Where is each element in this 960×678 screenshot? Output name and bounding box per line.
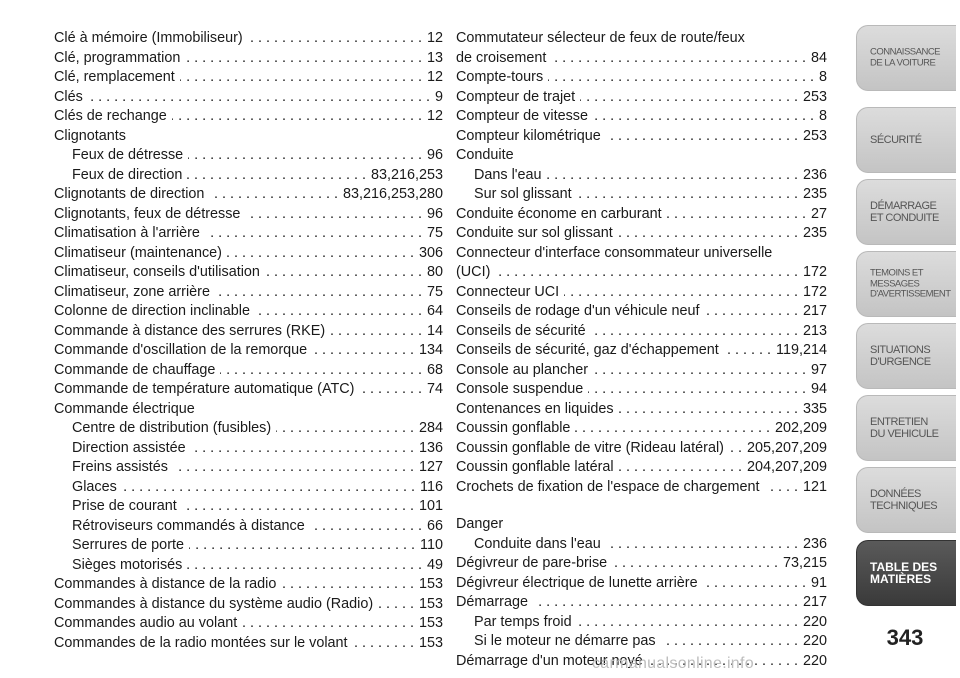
entry-text: Clé, programmation: [54, 49, 181, 66]
entry-text: Commandes à distance de la radio: [54, 576, 277, 592]
index-entry: [456, 302, 827, 322]
chapter-tab-6[interactable]: [856, 395, 956, 461]
index-subentry: [54, 439, 443, 459]
entry-page: 119,214: [776, 342, 827, 358]
dot-leader: [588, 380, 806, 400]
chapter-tab-label: DÉMARRAGE ET CONDUITE: [870, 200, 939, 224]
entry-text: Démarrage d'un moteur noyé: [456, 652, 643, 669]
entry-text: Feux de détresse: [72, 147, 184, 163]
index-subentry: [54, 146, 443, 166]
dot-leader: [564, 283, 798, 303]
entry-text: Par temps froid: [474, 613, 572, 630]
entry-page: 9: [434, 88, 443, 105]
entry-page: 220: [802, 633, 827, 649]
index-entry: [456, 283, 827, 303]
dot-leader: [265, 263, 422, 283]
chapter-tab-7[interactable]: [856, 467, 956, 533]
index-entry: [54, 380, 443, 400]
dot-leader: [191, 439, 414, 459]
index-entry: [54, 68, 443, 88]
dot-leader: [705, 302, 798, 322]
entry-page: 121: [802, 478, 827, 495]
entry-page: 236: [802, 166, 827, 183]
entry-text: Crochets de fixation de l'espace de chargement: [456, 478, 760, 495]
entry-page: 84: [810, 49, 827, 66]
entry-text: Colonne de direction inclinable: [54, 303, 251, 319]
entry-page: 172: [802, 283, 827, 300]
entry-page: 110: [420, 537, 443, 553]
entry-text: Coussin gonflable: [456, 420, 571, 436]
entry-page: 236: [802, 535, 827, 552]
entry-text: Dégivreur de pare-brise: [456, 555, 608, 571]
entry-page: 116: [420, 478, 443, 495]
entry-text: Dégivreur électrique de lunette arrière: [456, 574, 698, 591]
entry-page: 335: [802, 400, 827, 417]
dot-leader: [227, 244, 414, 264]
entry-text: Dans l'eau: [474, 166, 542, 183]
index-entry: [456, 127, 827, 147]
entry-page: 284: [418, 420, 443, 436]
entry-text: Prise de courant: [72, 498, 177, 514]
watermark: carmanualsonline.info: [592, 655, 754, 672]
entry-page: 136: [418, 439, 443, 456]
chapter-tab-4[interactable]: [856, 251, 956, 317]
entry-text: Compte-tours: [456, 69, 544, 85]
dot-leader: [245, 205, 422, 225]
index-entry: [456, 593, 827, 613]
dot-leader: [551, 49, 806, 69]
entry-page: 12: [426, 69, 443, 85]
dot-leader: [606, 535, 798, 555]
dot-leader: [359, 380, 422, 400]
dot-leader: [593, 107, 814, 127]
index-entry: [456, 88, 827, 108]
entry-text: Commandes de la radio montées sur le volant: [54, 634, 348, 651]
dot-leader: [187, 556, 422, 576]
index-entry: [456, 554, 827, 574]
index-entry: [456, 439, 827, 459]
entry-text: Conseils de sécurité: [456, 322, 586, 339]
dot-leader: [173, 458, 414, 478]
entry-page: 153: [418, 595, 443, 612]
index-subentry: [54, 556, 443, 576]
dot-leader: [593, 361, 806, 381]
dot-leader: [88, 88, 430, 108]
entry-text: Compteur de trajet: [456, 88, 576, 105]
index-entry: [54, 614, 443, 634]
entry-page: 306: [418, 244, 443, 261]
entry-text: Feux de direction: [72, 166, 183, 183]
dot-leader: [591, 322, 798, 342]
dot-leader: [242, 614, 414, 634]
entry-text: Commande électrique: [54, 400, 195, 417]
dot-leader: [619, 458, 742, 478]
entry-text: Console au plancher: [456, 361, 589, 378]
entry-page: 96: [426, 205, 443, 222]
index-entry: [54, 185, 443, 205]
entry-page: 64: [426, 303, 443, 319]
entry-text: Commandes audio au volant: [54, 615, 238, 631]
entry-text: Contenances en liquides: [456, 400, 614, 417]
entry-page: 213: [802, 322, 827, 339]
index-subentry: [54, 458, 443, 478]
dot-leader: [580, 88, 798, 108]
entry-page: 153: [418, 634, 443, 651]
entry-text: Rétroviseurs commandés à distance: [72, 517, 305, 534]
dot-leader: [276, 419, 414, 439]
index-entry: [54, 575, 443, 595]
index-entry: [54, 283, 443, 303]
entry-page: 253: [802, 127, 827, 144]
index-entry: [456, 29, 827, 49]
dot-leader: [248, 29, 422, 49]
dot-leader: [172, 107, 422, 127]
entry-text: Si le moteur ne démarre pas: [474, 633, 656, 649]
chapter-tab-label: TEMOINS ET MESSAGES D'AVERTISSEMENT: [870, 267, 951, 300]
dot-leader: [619, 400, 798, 420]
entry-page: 253: [802, 88, 827, 105]
index-column-left: [54, 29, 443, 653]
entry-page: 75: [426, 225, 443, 241]
dot-leader: [312, 341, 414, 361]
dot-leader: [378, 595, 414, 615]
entry-text: Climatisation à l'arrière: [54, 225, 200, 241]
index-entry: [54, 244, 443, 264]
entry-text: Freins assistés: [72, 459, 168, 475]
dot-leader: [330, 322, 422, 342]
entry-text: Climatiseur, conseils d'utilisation: [54, 264, 260, 280]
entry-text: Compteur kilométrique: [456, 127, 601, 144]
entry-text: Serrures de porte: [72, 537, 184, 553]
entry-page: 217: [802, 594, 827, 610]
entry-page: 27: [810, 205, 827, 222]
entry-text: Clé à mémoire (Immobiliseur): [54, 30, 243, 46]
entry-page: 14: [426, 322, 443, 339]
entry-page: 96: [426, 147, 443, 163]
entry-page: 13: [426, 49, 443, 66]
index-entry: [54, 361, 443, 381]
entry-text: Clignotants: [54, 127, 126, 144]
entry-text: Conduite dans l'eau: [474, 535, 601, 552]
entry-page: 91: [810, 574, 827, 591]
entry-text: Compteur de vitesse: [456, 108, 588, 124]
chapter-tab-2[interactable]: [856, 107, 956, 173]
entry-text: Conseils de sécurité, gaz d'échappement: [456, 342, 719, 358]
index-entry: [456, 68, 827, 88]
dot-leader: [661, 632, 798, 652]
dot-leader: [667, 205, 806, 225]
entry-page: 204,207,209: [746, 459, 827, 475]
chapter-tab-1[interactable]: [856, 25, 956, 91]
index-subentry: [456, 185, 827, 205]
entry-text: Conduite: [456, 147, 514, 163]
entry-page: 127: [418, 459, 443, 475]
entry-text: Conseils de rodage d'un véhicule neuf: [456, 303, 700, 319]
entry-page: 83,216,253,280: [342, 186, 443, 202]
dot-leader: [189, 536, 415, 556]
dot-leader: [703, 574, 806, 594]
dot-leader: [495, 263, 798, 283]
dot-leader: [575, 419, 770, 439]
entry-page: 66: [426, 517, 443, 534]
entry-page: 83,216,253: [370, 166, 443, 183]
entry-page: 68: [426, 361, 443, 378]
entry-text: Danger: [456, 516, 504, 532]
entry-text: Commande de chauffage: [54, 361, 216, 378]
dot-leader: [215, 283, 422, 303]
entry-page: 73,215: [782, 555, 827, 571]
index-entry: [456, 205, 827, 225]
section-gap: [456, 497, 827, 515]
index-entry: [54, 88, 443, 108]
page-number: 343: [886, 625, 924, 650]
entry-text: Coussin gonflable de vitre (Rideau latéral): [456, 439, 724, 456]
entry-page: 12: [426, 108, 443, 124]
chapter-tab-5[interactable]: [856, 323, 956, 389]
dot-leader: [187, 166, 366, 186]
index-subentry: [54, 517, 443, 537]
entry-text: Clignotants de direction: [54, 186, 205, 202]
index-entry: [54, 263, 443, 283]
entry-text: Sièges motorisés: [72, 556, 183, 573]
entry-page: 101: [418, 498, 443, 514]
entry-text: Climatiseur, zone arrière: [54, 283, 210, 300]
dot-leader: [281, 575, 414, 595]
index-entry: [456, 341, 827, 361]
entry-page: 94: [810, 381, 827, 397]
entry-page: 172: [802, 264, 827, 280]
index-entry: [456, 322, 827, 342]
entry-text: Centre de distribution (fusibles): [72, 420, 272, 436]
index-entry: [54, 634, 443, 654]
entry-page: 97: [810, 361, 827, 378]
dot-leader: [577, 185, 798, 205]
index-entry: [54, 341, 443, 361]
index-entry: [456, 244, 827, 264]
dot-leader: [729, 439, 742, 459]
index-subentry: [54, 536, 443, 556]
chapter-tab-3[interactable]: [856, 179, 956, 245]
entry-page: 153: [418, 576, 443, 592]
entry-page: 205,207,209: [746, 439, 827, 456]
entry-text: Console suspendue: [456, 381, 584, 397]
index-entry: [54, 400, 443, 420]
dot-leader: [310, 517, 422, 537]
index-entry: [456, 263, 827, 283]
entry-text: Coussin gonflable latéral: [456, 459, 614, 475]
index-entry: [456, 574, 827, 594]
entry-page: 80: [426, 264, 443, 280]
index-subentry: [456, 535, 827, 555]
entry-page: 220: [802, 613, 827, 630]
dot-leader: [220, 361, 422, 381]
dot-leader: [353, 634, 414, 654]
index-entry: [54, 29, 443, 49]
entry-page: 74: [426, 381, 443, 397]
index-entry: [456, 107, 827, 127]
chapter-tab-8[interactable]: [856, 540, 956, 606]
dot-leader: [577, 613, 798, 633]
entry-page: 153: [418, 615, 443, 631]
index-entry: [54, 107, 443, 127]
entry-text: Connecteur d'interface consommateur universelle: [456, 244, 773, 261]
entry-text: Direction assistée: [72, 439, 186, 456]
entry-page: 235: [802, 186, 827, 202]
index-entry: [456, 224, 827, 244]
chapter-tab-label: SÉCURITÉ: [870, 134, 922, 146]
dot-leader: [548, 68, 814, 88]
entry-text: Conduite économe en carburant: [456, 205, 662, 222]
entry-text: Clés: [54, 88, 83, 105]
dot-leader: [255, 302, 422, 322]
entry-page: 8: [818, 69, 827, 85]
index-entry: [54, 595, 443, 615]
dot-leader: [618, 224, 798, 244]
index-subentry: [54, 166, 443, 186]
chapter-tab-label: SITUATIONS D'URGENCE: [870, 344, 931, 368]
index-entry: [54, 127, 443, 147]
index-subentry: [456, 166, 827, 186]
dot-leader: [188, 146, 422, 166]
dot-leader: [180, 68, 422, 88]
dot-leader: [765, 478, 798, 498]
entry-text: Conduite sur sol glissant: [456, 225, 613, 241]
index-entry: [456, 419, 827, 439]
dot-leader: [612, 554, 778, 574]
entry-text: Commande d'oscillation de la remorque: [54, 342, 308, 358]
entry-page: 220: [802, 652, 827, 669]
index-entry: [54, 322, 443, 342]
entry-page: 49: [426, 556, 443, 573]
index-entry: [456, 49, 827, 69]
entry-page: 134: [418, 342, 443, 358]
entry-page: 8: [818, 108, 827, 124]
entry-text: Sur sol glissant: [474, 186, 572, 202]
index-entry: [456, 515, 827, 535]
dot-leader: [182, 497, 414, 517]
index-entry: [456, 400, 827, 420]
index-subentry: [456, 613, 827, 633]
entry-text: de croisement: [456, 49, 547, 66]
index-entry: [456, 458, 827, 478]
entry-text: (UCI): [456, 264, 491, 280]
index-subentry: [54, 419, 443, 439]
dot-leader: [209, 185, 338, 205]
entry-text: Commutateur sélecteur de feux de route/feux: [456, 30, 745, 46]
entry-text: Connecteur UCI: [456, 283, 560, 300]
index-entry: [54, 224, 443, 244]
entry-text: Clignotants, feux de détresse: [54, 205, 241, 222]
entry-text: Clés de rechange: [54, 108, 167, 124]
dot-leader: [185, 49, 422, 69]
chapter-tab-label: CONNAISSANCE DE LA VOITURE: [870, 46, 941, 68]
entry-text: Clé, remplacement: [54, 69, 175, 85]
entry-page: 75: [426, 283, 443, 300]
entry-text: Commandes à distance du système audio (Radio): [54, 595, 374, 612]
index-entry: [456, 361, 827, 381]
entry-text: Démarrage: [456, 594, 528, 610]
index-entry: [456, 146, 827, 166]
dot-leader: [205, 224, 422, 244]
dot-leader: [547, 166, 798, 186]
entry-text: Glaces: [72, 478, 117, 495]
entry-page: 202,209: [774, 420, 827, 436]
chapter-tab-label: DONNÉES TECHNIQUES: [870, 488, 938, 512]
dot-leader: [724, 341, 771, 361]
dot-leader: [533, 593, 798, 613]
index-entry: [54, 205, 443, 225]
entry-page: 12: [426, 30, 443, 46]
index-subentry: [456, 632, 827, 652]
entry-page: 217: [802, 303, 827, 319]
index-subentry: [54, 497, 443, 517]
index-column-right: [456, 29, 827, 671]
index-subentry: [54, 478, 443, 498]
entry-text: Commande de température automatique (ATC): [54, 381, 355, 397]
dot-leader: [606, 127, 798, 147]
chapter-tab-label: TABLE DES MATIÈRES: [870, 560, 938, 586]
index-entry: [54, 49, 443, 69]
entry-text: Climatiseur (maintenance): [54, 244, 222, 261]
dot-leader: [122, 478, 415, 498]
index-entry: [456, 478, 827, 498]
index-entry: [456, 380, 827, 400]
index-entry: [54, 302, 443, 322]
chapter-tab-label: ENTRETIEN DU VEHICULE: [870, 416, 939, 440]
entry-text: Commande à distance des serrures (RKE): [54, 322, 326, 339]
entry-page: 235: [802, 225, 827, 241]
